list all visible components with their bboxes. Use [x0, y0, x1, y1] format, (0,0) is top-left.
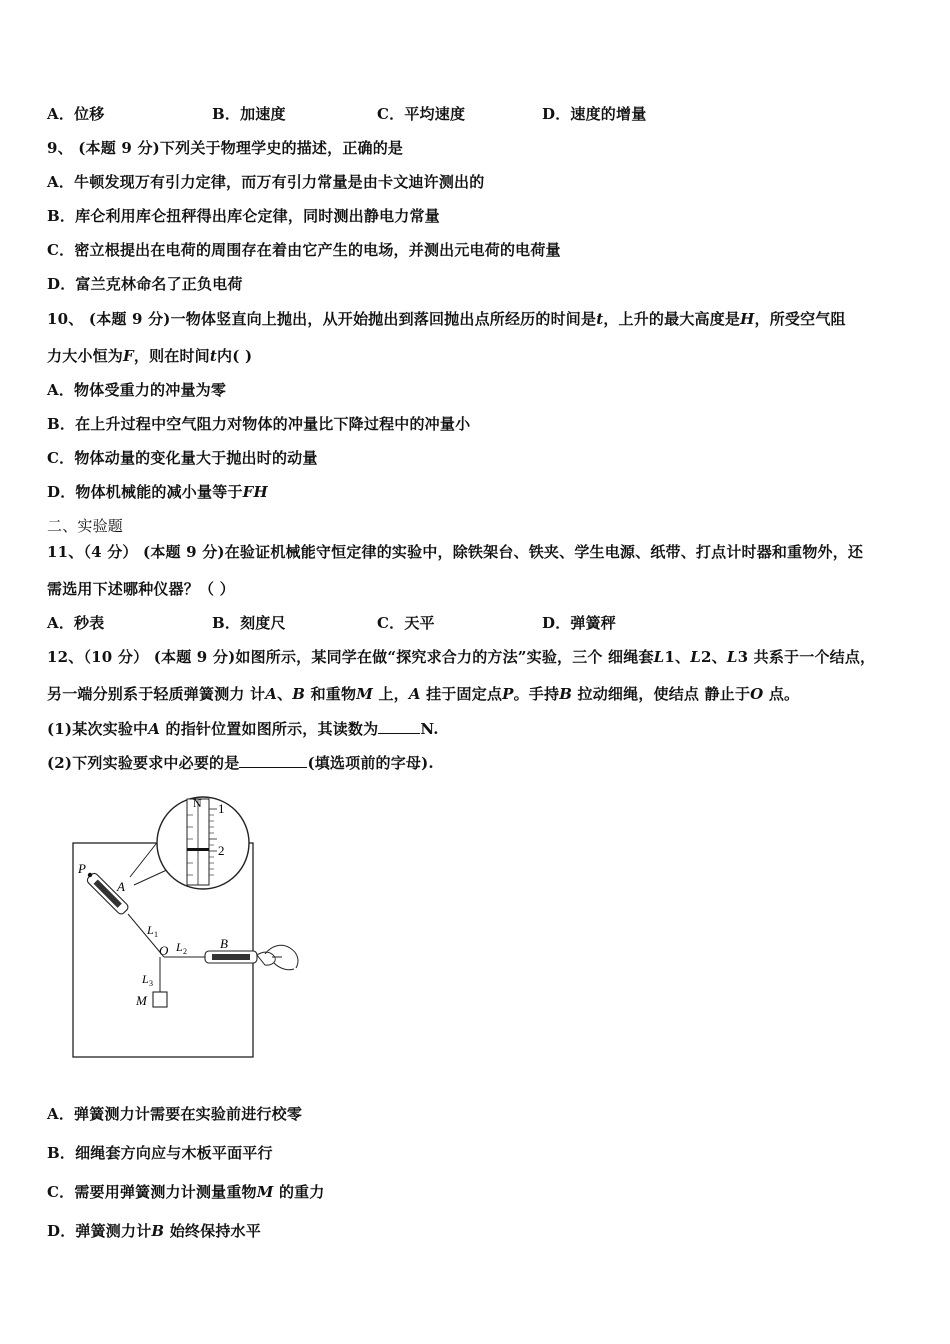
section-heading: 二、实验题 — [47, 517, 124, 535]
q12-option-c-text: 的重力 — [273, 1183, 325, 1201]
q12-option-c-text: C．需要用弹簧测力计测量重物 — [47, 1183, 257, 1201]
q9-option-c: C．密立根提出在电荷的周围存在着由它产生的电场，并测出元电荷的电荷量 — [47, 241, 561, 259]
q12-part1-text: (1)某次实验中 — [47, 720, 149, 738]
q12-stem-text: 和重物 — [305, 685, 357, 703]
var-B: B — [151, 1222, 165, 1240]
q12-part2 — [47, 752, 434, 773]
q8-option-c: C．平均速度 — [377, 105, 466, 123]
q11-stem-line2: 需选用下述哪种仪器？（ ） — [47, 580, 235, 598]
q12-option-c — [47, 1181, 325, 1202]
q10-stem-text: 内( ) — [217, 347, 253, 365]
var-B: B — [559, 685, 573, 703]
q10-option-b: B．在上升过程中空气阻力对物体的冲量比下降过程中的冲量小 — [47, 415, 471, 433]
q12-part2-text: (2)下列实验要求中必要的是 — [47, 754, 240, 772]
var-P: P — [502, 685, 514, 703]
scale-pointer — [187, 848, 209, 851]
var-M: M — [356, 685, 374, 703]
q10-option-d — [47, 481, 268, 502]
q11-option-d: D．弹簧秤 — [542, 614, 617, 632]
q12-option-d-text: D．弹簧测力计 — [47, 1222, 152, 1240]
q12-part1-unit: N. — [420, 720, 439, 738]
q12-option-d-text: 始终保持水平 — [164, 1222, 261, 1240]
hand-icon — [257, 945, 298, 969]
q12-part2-text: (填选项前的字母). — [307, 754, 434, 772]
q12-stem-text: 12、（10 分） (本题 9 分)如图所示，某同学在做“探究求合力的方法”实验，三个 细绳套 — [47, 648, 654, 666]
q10-stem-line1 — [47, 308, 846, 329]
q12-part1 — [47, 718, 439, 739]
q12-stem-text: 点。 — [763, 685, 800, 703]
label-l3: L — [142, 972, 149, 986]
var-H: H — [740, 310, 755, 328]
q10-stem-text: 10、 (本题 9 分)一物体竖直向上抛出，从开始抛出到落回抛出点所经历的时间是 — [47, 310, 597, 328]
label-m: M — [136, 993, 147, 1008]
q11-option-c: C．天平 — [377, 614, 435, 632]
q12-stem-text: 。手持 — [513, 685, 560, 703]
q8-option-d: D．速度的增量 — [542, 105, 647, 123]
experiment-figure — [60, 785, 310, 1065]
label-o: O — [159, 943, 169, 958]
q11-option-a: A．秒表 — [47, 614, 105, 632]
q12-stem-text: 拉动细绳，使结点 静止于 — [572, 685, 751, 703]
q12-stem-line1 — [47, 646, 875, 667]
q10-stem-text: 力大小恒为 — [47, 347, 124, 365]
answer-blank[interactable] — [239, 753, 307, 768]
weight-m — [153, 992, 167, 1007]
q9-stem: 9、 (本题 9 分)下列关于物理学史的描述，正确的是 — [47, 139, 404, 157]
label-l1: L — [147, 923, 154, 937]
q12-option-b: B．细绳套方向应与木板平面平行 — [47, 1144, 273, 1162]
var-B: B — [292, 685, 306, 703]
scale-tick-label: 1 — [218, 801, 225, 816]
label-p: P — [78, 861, 86, 876]
var-L: L — [690, 648, 701, 666]
var-F: F — [123, 347, 134, 365]
var-FH: FH — [242, 483, 268, 501]
var-L: L — [726, 648, 738, 666]
var-t: t — [596, 310, 604, 328]
var-A: A — [408, 685, 421, 703]
q12-part1-text: 的指针位置如图所示，其读数为 — [160, 720, 379, 738]
q12-option-d — [47, 1220, 261, 1241]
label-a: A — [117, 879, 125, 894]
var-L: L — [653, 648, 665, 666]
q9-option-b: B．库仑利用库仑扭秤得出库仑定律，同时测出静电力常量 — [47, 207, 440, 225]
q9-option-a: A．牛顿发现万有引力定律，而万有引力常量是由卡文迪许测出的 — [47, 173, 485, 191]
q10-stem-text: ，上升的最大高度是 — [603, 310, 741, 328]
q12-stem-text: 挂于固定点 — [420, 685, 503, 703]
q10-option-a: A．物体受重力的冲量为零 — [47, 381, 227, 399]
q9-option-d: D．富兰克林命名了正负电荷 — [47, 275, 243, 293]
label-b: B — [220, 936, 228, 951]
q12-stem-line2 — [47, 683, 799, 704]
label-l2-sub: 2 — [183, 947, 187, 956]
q10-stem-text: ，所受空气阻 — [754, 310, 846, 328]
var-M: M — [256, 1183, 274, 1201]
var-A: A — [148, 720, 161, 738]
q12-stem-text: 、 — [277, 685, 293, 703]
var-sub: 1、 — [664, 648, 691, 666]
q10-option-c: C．物体动量的变化量大于抛出时的动量 — [47, 449, 318, 467]
q12-stem-text: 上， — [373, 685, 409, 703]
scale-tick-label: 2 — [218, 843, 225, 858]
label-l1-sub: 1 — [154, 930, 158, 939]
q10-stem-line2 — [47, 345, 252, 366]
q10-stem-text: ，则在时间 — [133, 347, 210, 365]
label-l3-sub: 3 — [149, 979, 153, 988]
label-l2: L — [176, 940, 183, 954]
spring-scale-b — [205, 951, 257, 963]
q11-option-b: B．刻度尺 — [212, 614, 286, 632]
var-O: O — [750, 685, 764, 703]
q12-stem-text: 另一端分别系于轻质弹簧测力 计 — [47, 685, 266, 703]
q11-stem-line1: 11、（4 分） (本题 9 分)在验证机械能守恒定律的实验中，除铁架台、铁夹、学生电源、纸带、打点计时器和重物外，还 — [47, 543, 864, 561]
var-A: A — [265, 685, 278, 703]
var-t: t — [209, 347, 218, 365]
var-sub: 2、 — [701, 648, 727, 666]
q12-option-a: A．弹簧测力计需要在实验前进行校零 — [47, 1105, 303, 1123]
q8-option-a: A．位移 — [47, 105, 105, 123]
q10-option-d-text: D．物体机械能的减小量等于 — [47, 483, 243, 501]
q12-stem-text: 共系于一个结点， — [748, 648, 876, 666]
q8-option-b: B．加速度 — [212, 105, 286, 123]
var-sub: 3 — [737, 648, 749, 666]
fixed-point-p — [88, 873, 92, 877]
scale-unit-label: N — [193, 796, 202, 810]
answer-blank[interactable] — [378, 719, 420, 734]
